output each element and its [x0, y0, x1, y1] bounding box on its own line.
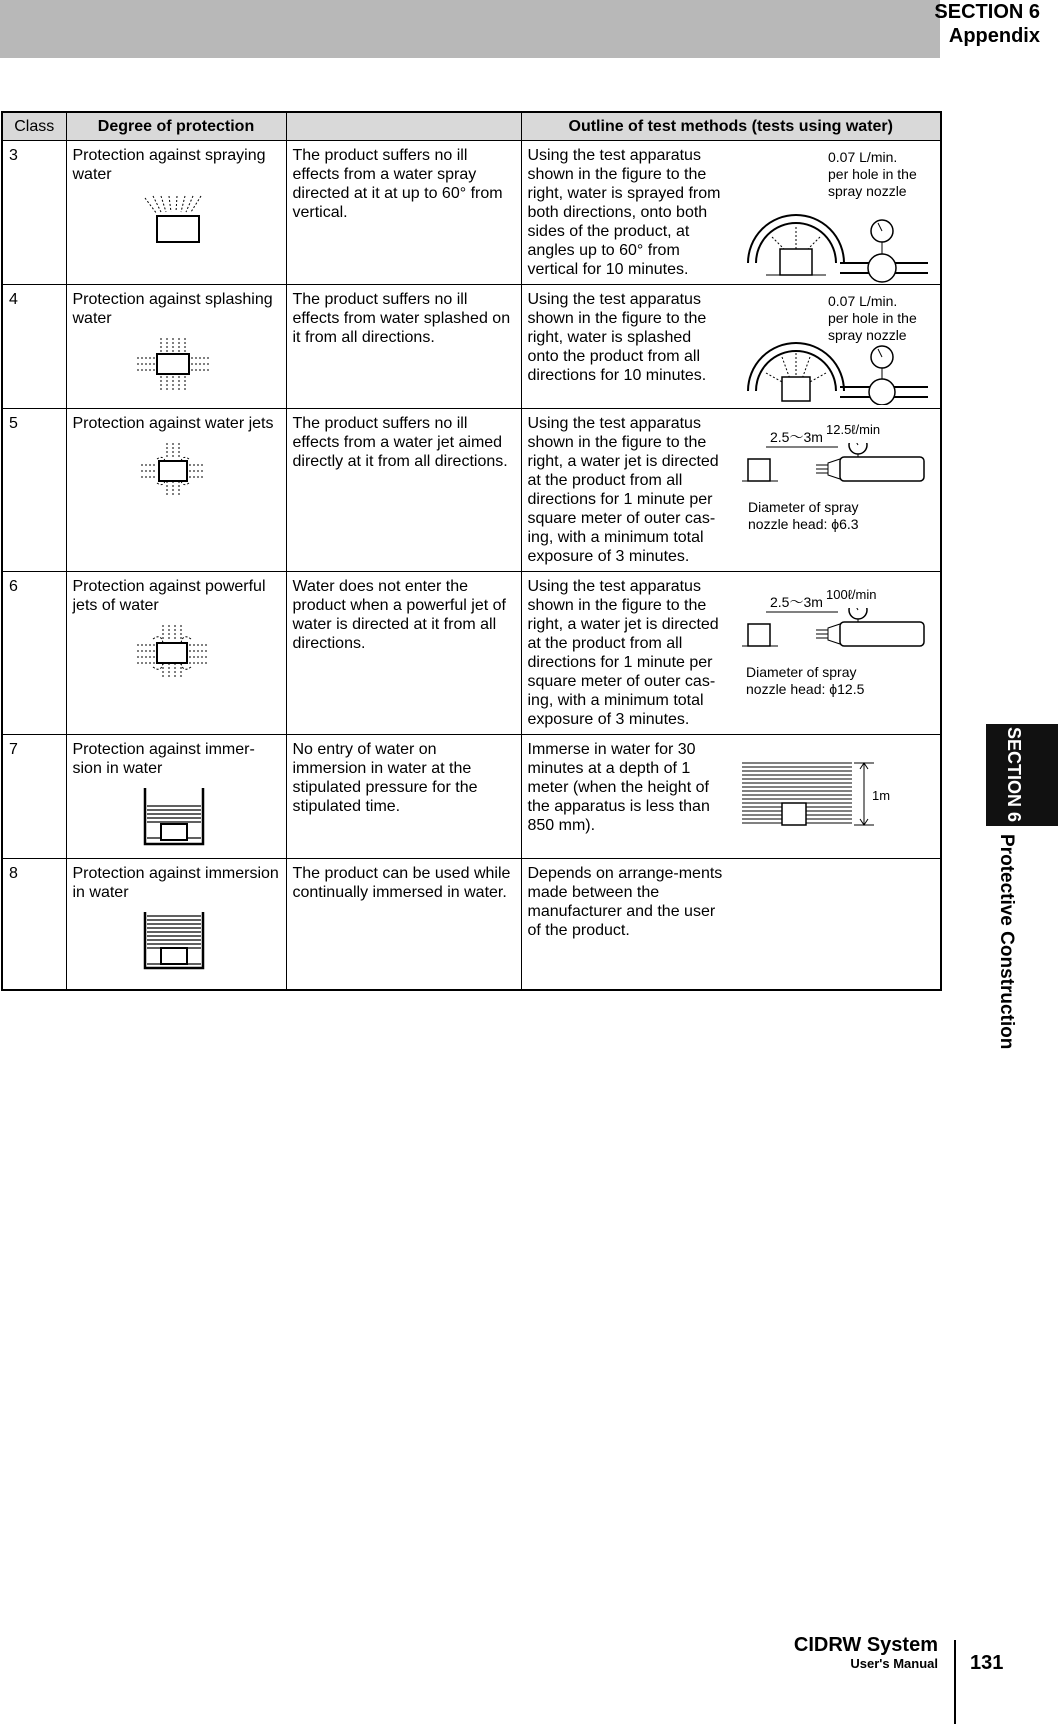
nozzle-diameter-label: Diameter of spray: [746, 664, 857, 680]
table-row: [2, 409, 941, 572]
footer-product: CIDRW System: [793, 1634, 938, 1656]
test-cell: [521, 572, 941, 735]
degree-cell: [66, 285, 286, 409]
degree-cell: [66, 572, 286, 735]
footer-doc: User's Manual: [850, 1656, 938, 1671]
test-text: Immerse in water for 30 minutes at a depth of 1 meter (when the height of the apparatus is less than 850 mm).: [527, 741, 710, 834]
footer-divider: [954, 1640, 956, 1724]
flow-label: spray nozzle: [828, 327, 907, 343]
spray-nozzle-arc-icon: [742, 201, 932, 285]
test-cell: [521, 141, 941, 285]
test-cell: [521, 285, 941, 409]
distance-label: 2.5～3m: [770, 429, 823, 445]
degree-text: Protection against powerful jets of water: [72, 578, 266, 614]
class-cell: 3: [2, 141, 66, 285]
effect-cell: No entry of water on immersion in water at the stipulated pressure for the stipulated time.: [286, 735, 521, 859]
splash-protection-icon: [73, 336, 273, 392]
header-bar: [0, 0, 940, 58]
test-text: Using the test apparatus shown in the figure to the right, water is splashed onto the product from all directions for 10 minutes.: [527, 291, 707, 384]
page-header: [934, 0, 1040, 48]
powerful-jet-apparatus-figure: [742, 576, 932, 696]
immersion-protection-icon: [73, 786, 273, 848]
immersion-apparatus-figure: [742, 759, 932, 839]
effect-cell: The product suffers no ill effects from a water jet aimed directly at it from all directions.: [286, 409, 521, 572]
degree-text: Protection against spraying water: [72, 147, 266, 183]
water-jet-protection-icon: [73, 441, 273, 499]
class-cell: 6: [2, 572, 66, 735]
test-text: Using the test apparatus shown in the figure to the right, a water jet is directed at the product from all directions for 1 minute per square meter of outer cas-ing, with a minimum total exposure of 3 minutes.: [527, 578, 719, 728]
flow-label: per hole in the: [828, 310, 917, 326]
table-row: [2, 141, 941, 285]
spray-protection-icon: [73, 192, 273, 248]
header-title: Appendix: [948, 25, 1040, 47]
immersion-tank-icon: [742, 759, 932, 835]
degree-cell: [66, 859, 286, 990]
degree-text: Protection against splashing water: [72, 291, 273, 327]
nozzle-diameter-label: nozzle head: ϕ12.5: [746, 681, 865, 697]
table-header-row: [2, 112, 941, 141]
protection-table-wrapper: [1, 111, 940, 991]
test-text: Depends on arrange-ments made between the manufacturer and the user of the product.: [527, 865, 723, 939]
flow-label: 0.07 L/min.: [828, 149, 898, 165]
effect-cell: The product suffers no ill effects from water splashed on it from all directions.: [286, 285, 521, 409]
table-row: [2, 859, 941, 990]
page-number: 131: [970, 1652, 1004, 1674]
distance-label: 2.5～3m: [770, 594, 823, 610]
test-text: Using the test apparatus shown in the figure to the right, a water jet is directed at the product from all directions for 1 minute per square meter of outer cas-ing, with a minimum total exposure of 3 minutes.: [527, 415, 719, 565]
flow-label: 0.07 L/min.: [828, 293, 898, 309]
table-row: [2, 572, 941, 735]
spray-apparatus-figure: [742, 145, 932, 285]
effect-cell: The product can be used while continually immersed in water.: [286, 859, 521, 990]
depth-label: 1m: [872, 788, 891, 803]
test-cell: [521, 409, 941, 572]
class-cell: 4: [2, 285, 66, 409]
header-section: SECTION 6: [934, 1, 1040, 23]
degree-text: Protection against immer-sion in water: [72, 741, 255, 777]
splash-nozzle-arc-icon: [742, 329, 932, 405]
nozzle-diameter-label: nozzle head: ϕ6.3: [748, 516, 859, 532]
test-cell: [521, 735, 941, 859]
class-cell: 7: [2, 735, 66, 859]
table-row: [2, 735, 941, 859]
table-row: [2, 285, 941, 409]
degree-cell: [66, 409, 286, 572]
side-section-title: Protective Construction: [996, 834, 1017, 1050]
degree-cell: [66, 735, 286, 859]
effect-cell: Water does not enter the product when a powerful jet of water is directed at it from all directions.: [286, 572, 521, 735]
splash-apparatus-figure: [742, 289, 932, 405]
header-class: Class: [2, 112, 66, 141]
test-cell: [521, 859, 941, 990]
header-degree: Degree of protection: [66, 112, 286, 141]
degree-cell: [66, 141, 286, 285]
jet-nozzle-icon: [742, 443, 932, 499]
class-cell: 5: [2, 409, 66, 572]
protection-table: [1, 111, 942, 991]
flow-rate-label: 100ℓ/min: [826, 587, 877, 602]
effect-cell: The product suffers no ill effects from a water spray directed at it at up to 60° from vertical.: [286, 141, 521, 285]
flow-label: spray nozzle: [828, 183, 907, 199]
flow-label: per hole in the: [828, 166, 917, 182]
header-outline: Outline of test methods (tests using water): [521, 112, 941, 141]
class-cell: 8: [2, 859, 66, 990]
powerful-jet-nozzle-icon: [742, 608, 932, 664]
powerful-jet-protection-icon: [73, 623, 273, 681]
jet-apparatus-figure: [742, 413, 932, 533]
continuous-immersion-icon: [73, 910, 273, 972]
test-text: Using the test apparatus shown in the figure to the right, water is sprayed from both directions, onto both sides of the product, at angles up to 60° from vertical for 10 minutes.: [527, 147, 721, 278]
degree-text: Protection against immersion in water: [72, 865, 279, 901]
nozzle-diameter-label: Diameter of spray: [748, 499, 859, 515]
flow-rate-label: 12.5ℓ/min: [826, 422, 881, 437]
side-tab-label: SECTION 6: [1004, 727, 1024, 823]
degree-text: Protection against water jets: [72, 415, 274, 432]
header-empty: [286, 112, 521, 141]
